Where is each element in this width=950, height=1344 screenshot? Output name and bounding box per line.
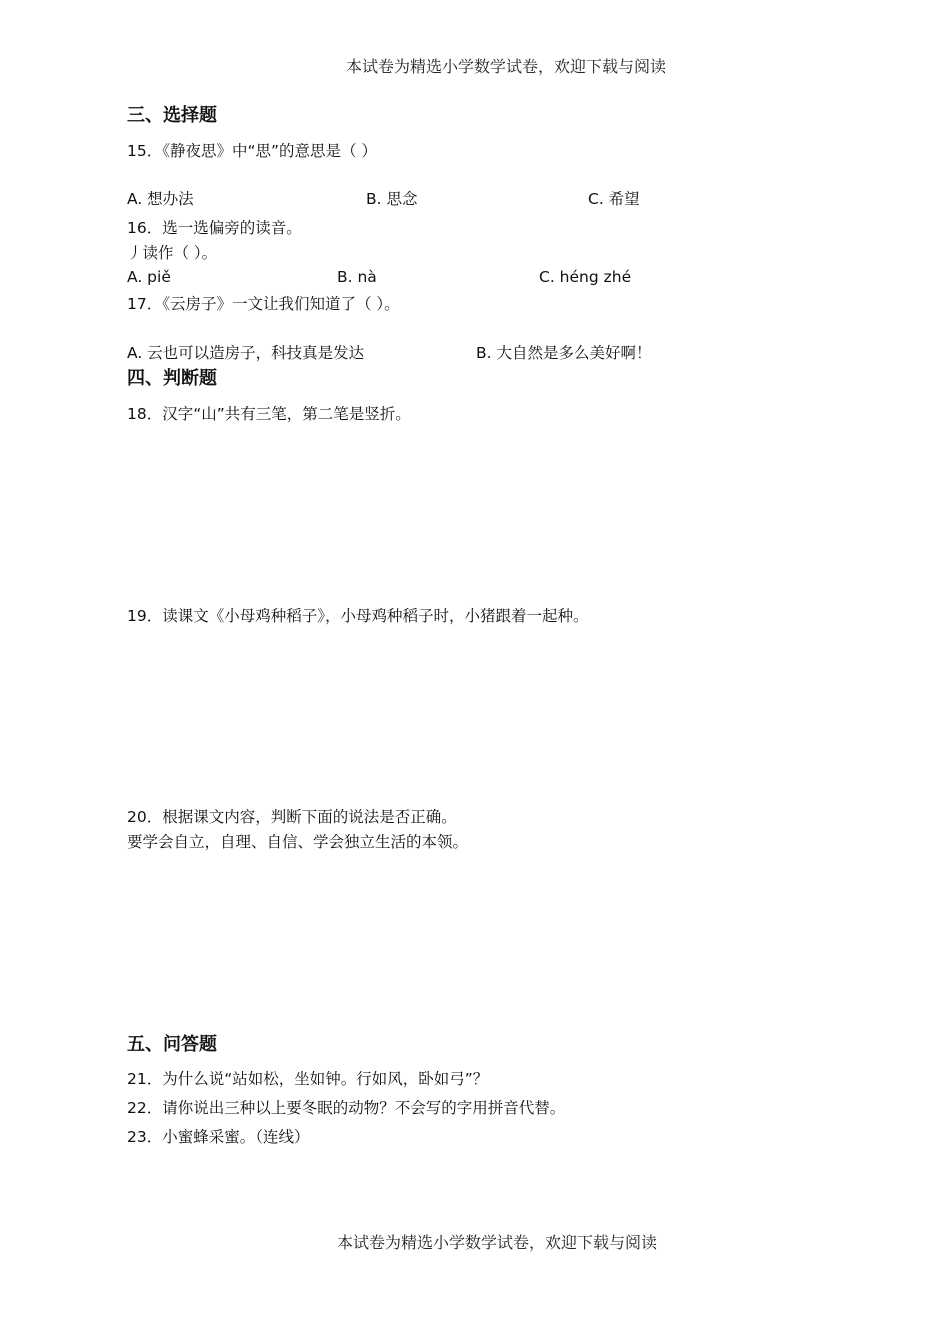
page-footer: 本试卷为精选小学数学试卷，欢迎下载与阅读 — [337, 1233, 658, 1252]
question-15: 15．《静夜思》中“思”的意思是（ ） — [127, 142, 377, 160]
question-16: 16．选一选偏旁的读音。 — [127, 219, 302, 237]
question-20-sub: 要学会自立，自理、自信、学会独立生活的本领。 — [127, 833, 469, 851]
q16-option-c: C. héng zhé — [539, 268, 632, 286]
q16-option-a: A. piě — [127, 268, 171, 286]
section-title-judge: 四、判断题 — [127, 368, 217, 389]
q15-option-c: C. 希望 — [588, 190, 640, 208]
page-header: 本试卷为精选小学数学试卷，欢迎下载与阅读 — [346, 57, 667, 76]
question-23: 23．小蜜蜂采蜜。（连线） — [127, 1128, 310, 1146]
question-16-sub: 丿读作（ ）。 — [127, 244, 218, 262]
q17-option-b: B. 大自然是多么美好啊！ — [476, 344, 652, 362]
q16-option-b: B. nà — [337, 268, 377, 286]
question-18: 18．汉字“山”共有三笔，第二笔是竖折。 — [127, 405, 411, 423]
question-20: 20．根据课文内容，判断下面的说法是否正确。 — [127, 808, 457, 826]
section-title-choice: 三、选择题 — [127, 105, 217, 126]
question-19: 19．读课文《小母鸡种稻子》，小母鸡种稻子时，小猪跟着一起种。 — [127, 607, 589, 625]
q15-option-a: A. 想办法 — [127, 190, 194, 208]
question-22: 22．请你说出三种以上要冬眠的动物？不会写的字用拼音代替。 — [127, 1099, 566, 1117]
question-17: 17．《云房子》一文让我们知道了（ ）。 — [127, 295, 400, 313]
q15-option-b: B. 思念 — [366, 190, 418, 208]
question-21: 21．为什么说“站如松，坐如钟。行如风，卧如弓”？ — [127, 1070, 489, 1088]
section-title-qa: 五、问答题 — [127, 1034, 217, 1055]
q17-option-a: A. 云也可以造房子，科技真是发达 — [127, 344, 365, 362]
